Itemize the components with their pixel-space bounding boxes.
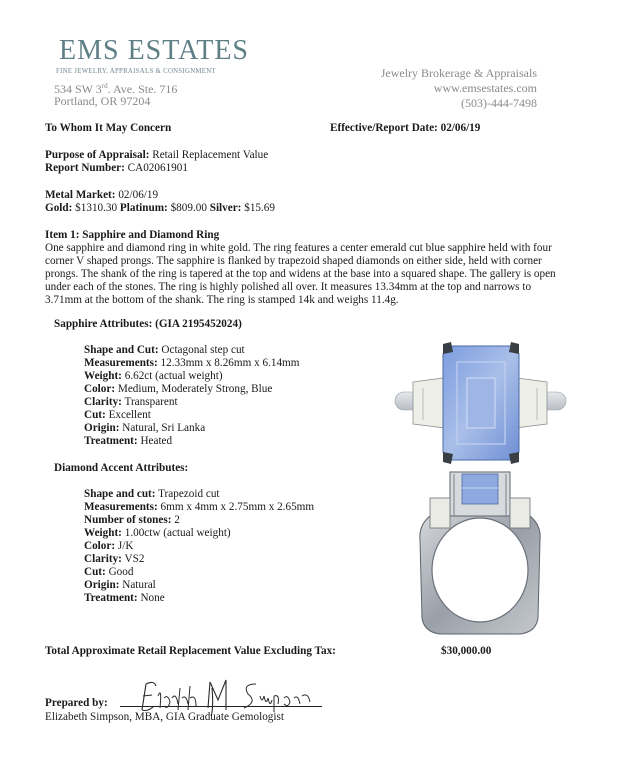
attribute-row: Cut: Good (84, 566, 134, 578)
attribute-row: Treatment: None (84, 592, 165, 604)
prepared-by-label: Prepared by: (45, 697, 108, 709)
attribute-row: Number of stones: 2 (84, 514, 180, 526)
preparer-name-title: Elizabeth Simpson, MBA, GIA Graduate Gemologist (45, 711, 284, 723)
metal-market: Metal Market: 02/06/19 (45, 189, 159, 201)
diamond-heading: Diamond Accent Attributes: (54, 462, 189, 474)
company-logo: EMS ESTATES (59, 35, 250, 66)
company-tagline: FINE JEWELRY, APPRAISALS & CONSIGNMENT (56, 68, 216, 75)
total-value: $30,000.00 (441, 645, 492, 657)
attribute-row: Color: Medium, Moderately Strong, Blue (84, 383, 273, 395)
item-title: Item 1: Sapphire and Diamond Ring (45, 229, 220, 241)
purpose-of-appraisal: Purpose of Appraisal: Retail Replacement Value (45, 149, 269, 161)
website-link[interactable]: www.emsestates.com (433, 81, 537, 95)
handwritten-signature (138, 676, 328, 716)
phone-number: (503)-444-7498 (461, 96, 537, 110)
attribute-row: Weight: 6.62ct (actual weight) (84, 370, 223, 382)
services-text: Jewelry Brokerage & Appraisals (380, 66, 537, 80)
attribute-row: Measurements: 12.33mm x 8.26mm x 6.14mm (84, 357, 300, 369)
attribute-row: Weight: 1.00ctw (actual weight) (84, 527, 231, 539)
address-line-1: 534 SW 3rd. Ave. Ste. 716 (54, 82, 178, 96)
attribute-row: Treatment: Heated (84, 435, 173, 447)
metal-prices: Gold: $1310.30 Platinum: $809.00 Silver: $15.69 (45, 202, 275, 214)
attribute-row: Shape and Cut: Octagonal step cut (84, 344, 245, 356)
attribute-row: Origin: Natural (84, 579, 156, 591)
attribute-row: Clarity: Transparent (84, 396, 178, 408)
item-description: One sapphire and diamond ring in white gold. The ring features a center emerald cut blue sapphire held with four corner V shaped prongs. The sapphire is flanked by trapezoid shaped diamonds on either side, held with corner prongs. The shank of the ring is tapered at the top and widens at the base into a squared shape. The gallery is open under each of the stones. The ring is highly polished all over. It measures 13.34mm at the top and narrows to 3.71mm at the bottom of the shank. The ring is stamped 14k and weighs 11.4g. (45, 242, 556, 306)
attribute-row: Cut: Excellent (84, 409, 151, 421)
report-number: Report Number: CA02061901 (45, 162, 188, 174)
report-date: Effective/Report Date: 02/06/19 (330, 122, 481, 134)
attribute-row: Color: J/K (84, 540, 134, 552)
ring-top-view-image (393, 340, 568, 465)
address-line-2: Portland, OR 97204 (54, 94, 151, 108)
attribute-row: Origin: Natural, Sri Lanka (84, 422, 206, 434)
sapphire-heading: Sapphire Attributes: (GIA 2195452024) (54, 318, 242, 330)
attribute-row: Measurements: 6mm x 4mm x 2.75mm x 2.65mm (84, 501, 315, 513)
attribute-row: Clarity: VS2 (84, 553, 145, 565)
ring-side-view-image (400, 470, 560, 640)
sapphire-attributes (84, 344, 299, 448)
salutation: To Whom It May Concern (45, 122, 172, 134)
diamond-attributes (84, 488, 314, 605)
total-label: Total Approximate Retail Replacement Value Excluding Tax: (45, 645, 336, 657)
attribute-row: Shape and cut: Trapezoid cut (84, 488, 220, 500)
